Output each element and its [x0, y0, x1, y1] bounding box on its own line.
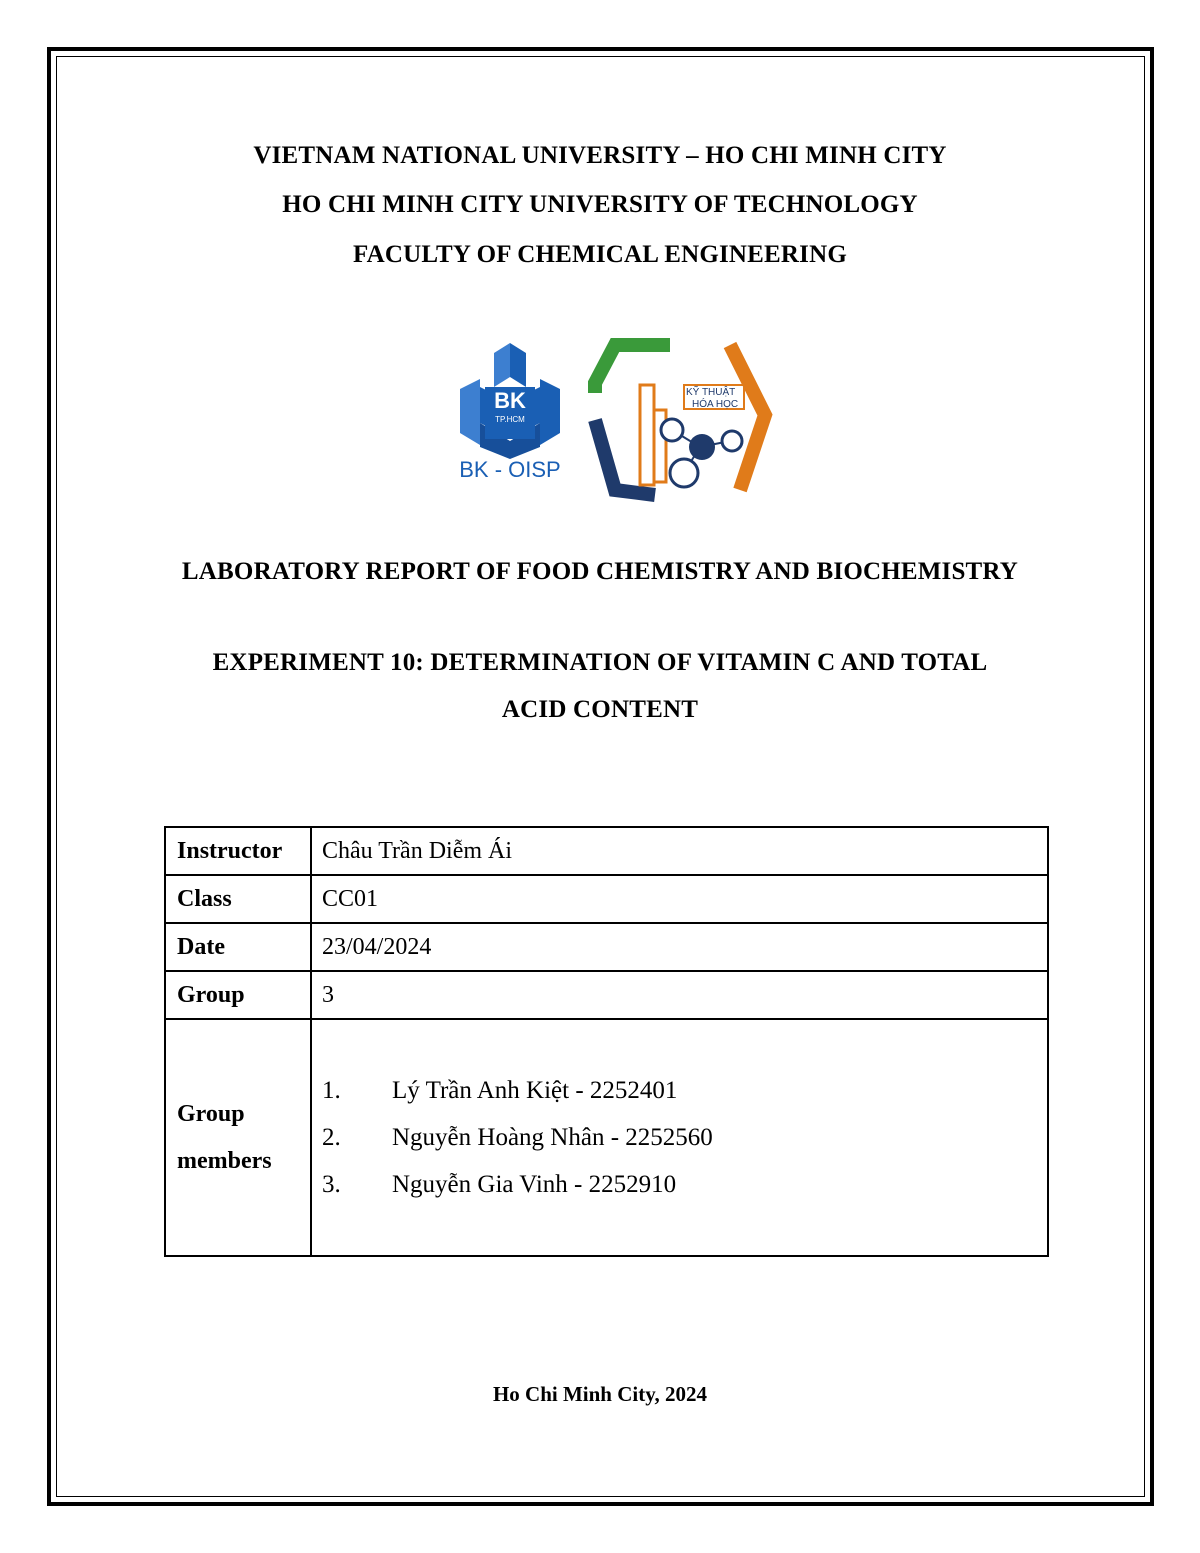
table-row [165, 923, 1048, 971]
members-value-cell [311, 1019, 1048, 1256]
table-row [165, 971, 1048, 1019]
date-value: 23/04/2024 [311, 923, 1048, 971]
faculty-logo-text-1: KỸ THUẬT [686, 387, 736, 398]
class-value: CC01 [311, 875, 1048, 923]
bk-logo-caption: BK - OISP [459, 457, 561, 482]
members-label-1: Group [177, 1100, 245, 1127]
member-number: 3. [322, 1171, 341, 1198]
logos [440, 335, 780, 505]
member-name: Nguyễn Hoàng Nhân - 2252560 [392, 1124, 713, 1151]
member-number: 1. [322, 1077, 341, 1104]
date-label: Date [165, 923, 311, 971]
footer-city-year: Ho Chi Minh City, 2024 [492, 1382, 708, 1406]
group-value: 3 [311, 971, 1048, 1019]
bk-logo-subtext: TP.HCM [495, 415, 525, 424]
info-table [164, 826, 1049, 1257]
header-university: VIETNAM NATIONAL UNIVERSITY – HO CHI MINH CITY [253, 142, 947, 169]
members-label-2: members [177, 1147, 272, 1174]
member-name: Nguyễn Gia Vinh - 2252910 [392, 1171, 677, 1198]
member-name: Lý Trần Anh Kiệt - 2252401 [392, 1077, 678, 1104]
list-item [322, 1161, 1047, 1208]
instructor-value: Châu Trần Diễm Ái [311, 827, 1048, 875]
class-label: Class [165, 875, 311, 923]
table-row [165, 875, 1048, 923]
header-school: HO CHI MINH CITY UNIVERSITY OF TECHNOLOGY [282, 191, 918, 218]
experiment-title-line1: EXPERIMENT 10: DETERMINATION OF VITAMIN C AND TOTAL [212, 649, 988, 676]
table-row [165, 827, 1048, 875]
bk-oisp-logo [459, 343, 560, 482]
bk-logo-text: BK [494, 388, 526, 413]
chemical-engineering-logo [595, 345, 765, 495]
members-label-cell [165, 1019, 311, 1256]
instructor-label: Instructor [165, 827, 311, 875]
page-border-inner [56, 56, 1145, 1497]
member-number: 2. [322, 1124, 341, 1151]
list-item [322, 1114, 1047, 1161]
group-label: Group [165, 971, 311, 1019]
table-row [165, 1019, 1048, 1256]
header-faculty: FACULTY OF CHEMICAL ENGINEERING [353, 241, 847, 268]
faculty-logo-text-2: HÓA HỌC [692, 399, 739, 410]
report-title: LABORATORY REPORT OF FOOD CHEMISTRY AND BIOCHEMISTRY [181, 558, 1019, 585]
list-item [322, 1067, 1047, 1114]
members-list [322, 1067, 1047, 1208]
experiment-title-line2: ACID CONTENT [501, 696, 699, 723]
